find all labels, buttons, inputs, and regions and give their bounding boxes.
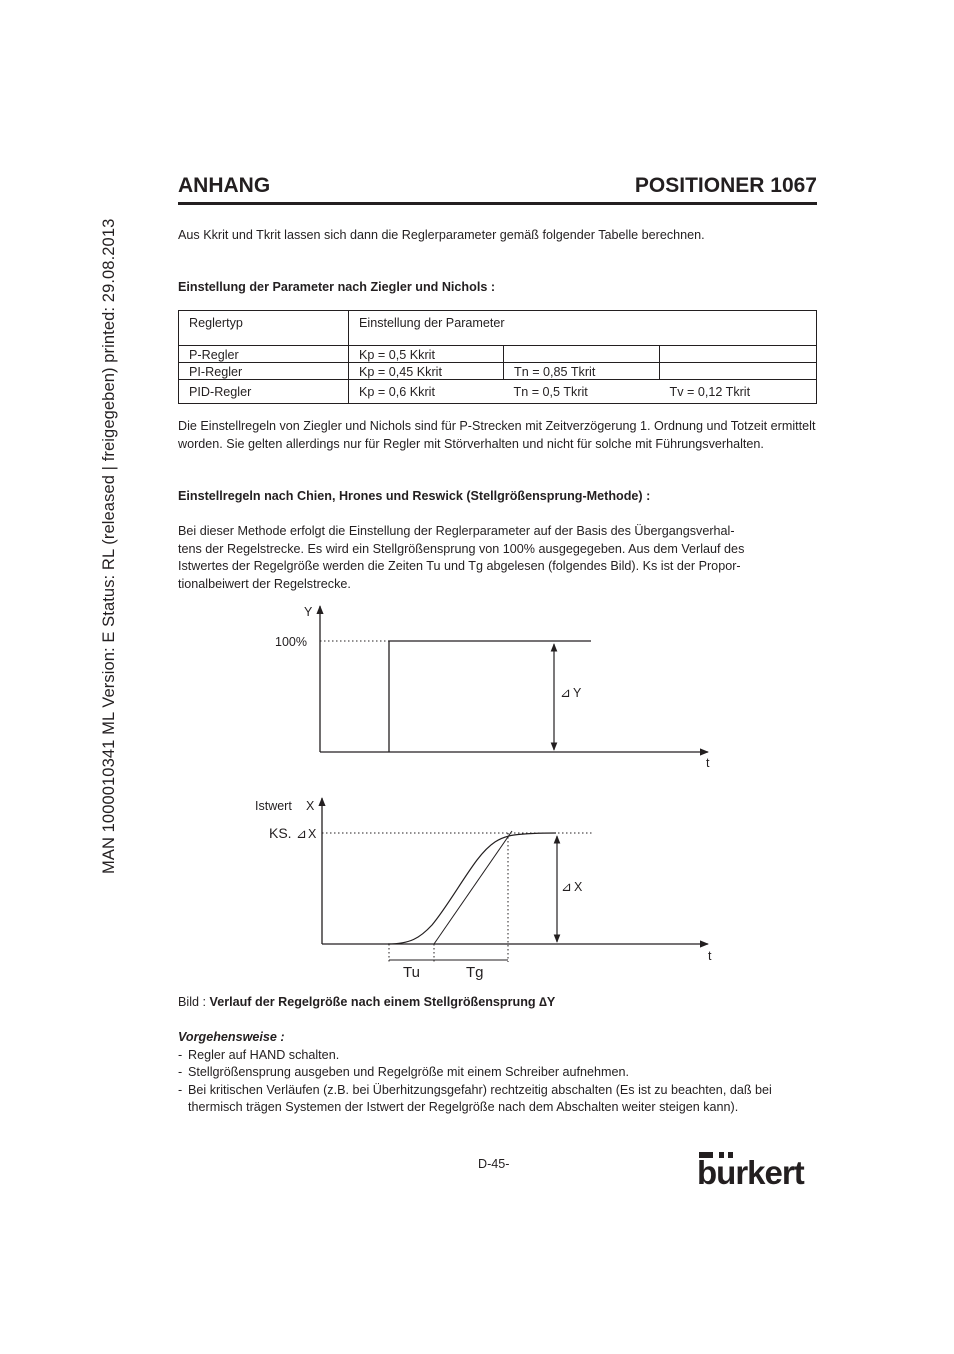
x-axis-label: t <box>706 756 710 770</box>
delta-symbol: ⊿ <box>560 685 571 700</box>
y-axis-label: X <box>306 799 315 813</box>
delta-symbol: ⊿ <box>561 879 572 894</box>
section-heading-ziegler: Einstellung der Parameter nach Ziegler und Nichols : <box>178 280 496 294</box>
list-item: - Regler auf HAND schalten. <box>178 1047 340 1062</box>
delta-y-label: Y <box>573 686 582 700</box>
table-cell: PI-Regler <box>179 363 349 380</box>
y-axis-prefix-label: Istwert <box>255 799 292 813</box>
paragraph-line: Istwertes der Regelgröße werden die Zeiten Tu und Tg abgelesen (folgendes Bild). Ks ist der Propor- <box>178 559 741 574</box>
burkert-logo <box>697 1152 817 1192</box>
y-tick-label: 100% <box>275 635 307 649</box>
header-title-right: POSITIONER 1067 <box>634 174 817 197</box>
table-header-cell: Reglertyp <box>179 311 349 346</box>
ziegler-note-paragraph: Die Einstellregeln von Ziegler und Nichols sind für P-Strecken mit Zeitverzögerung 1. Ordnung und Totzeit ermittelt worden. Sie gelten allerdings nur für Regler mit Störverhalten und nicht für solche mit Führungsverhalten. <box>178 419 816 451</box>
paragraph-line: Bei dieser Methode erfolgt die Einstellung der Reglerparameter auf der Basis des Übergangsverhal- <box>178 524 735 538</box>
table-cell: Kp = 0,6 Kkrit <box>359 384 435 399</box>
tu-label: Tu <box>403 964 420 981</box>
table-cell: P-Regler <box>179 346 349 363</box>
table-cell: Kp = 0,45 Kkrit <box>349 363 504 380</box>
table-cell: Tn = 0,5 Tkrit <box>513 384 588 399</box>
x-axis-label: t <box>708 949 712 963</box>
caption-text: Verlauf der Regelgröße nach einem Stellgrößensprung ∆Y <box>209 995 556 1009</box>
list-item: - Stellgrößensprung ausgeben und Regelgröße mit einem Schreiber aufnehmen. <box>178 1065 630 1080</box>
caption-prefix: Bild : <box>178 995 210 1009</box>
delta-symbol: ⊿ <box>296 826 307 841</box>
y-tick-symbol: X <box>308 827 317 841</box>
intro-text: Aus Kkrit und Tkrit lassen sich dann die Reglerparameter gemäß folgender Tabelle berechnen. <box>178 228 705 242</box>
tg-label: Tg <box>466 964 484 981</box>
procedure-section <box>178 1029 818 1117</box>
y-tick-label: KS. <box>269 825 292 841</box>
paragraph-line: tionalbeiwert der Regelstrecke. <box>178 576 351 591</box>
table-cell: Kp = 0,5 Kkrit <box>349 346 504 363</box>
header-title-left: ANHANG <box>178 174 271 197</box>
chart-istwert <box>255 798 712 981</box>
page-number: D-45- <box>478 1157 510 1171</box>
logo-text: burkert <box>697 1154 804 1191</box>
table-header-cell: Einstellung der Parameter <box>349 311 817 346</box>
paragraph-line: tens der Regelstrecke. Es wird ein Stellgrößensprung von 100% ausgegegeben. Aus dem Verlauf des <box>178 541 745 556</box>
section-heading-chien: Einstellregeln nach Chien, Hrones und Reswick (Stellgrößensprung-Methode) : <box>178 489 651 503</box>
table-cell: PID-Regler <box>179 380 349 404</box>
list-item: - Bei kritischen Verläufen (z.B. bei Überhitzungsgefahr) rechtzeitig abschalten (Es ist zu beachten, daß bei thermisch trägen Systemen der Istwert der Regelgröße nach dem Abschalten weiter steigen kann). <box>178 1082 772 1115</box>
inflection-tangent <box>434 831 512 944</box>
procedure-heading: Vorgehensweise : <box>178 1030 285 1044</box>
figure-caption <box>178 994 818 1012</box>
table-cell: Tv = 0,12 Tkrit <box>669 384 751 399</box>
delta-x-label: X <box>574 880 583 894</box>
y-axis-label: Y <box>304 605 313 619</box>
table-cell: Tn = 0,85 Tkrit <box>504 363 660 380</box>
chart-stellgroesse <box>275 605 710 770</box>
side-print-info: MAN 1000010341 ML Version: E Status: RL (released | freigegeben) printed: 29.08.2013 <box>100 218 118 874</box>
